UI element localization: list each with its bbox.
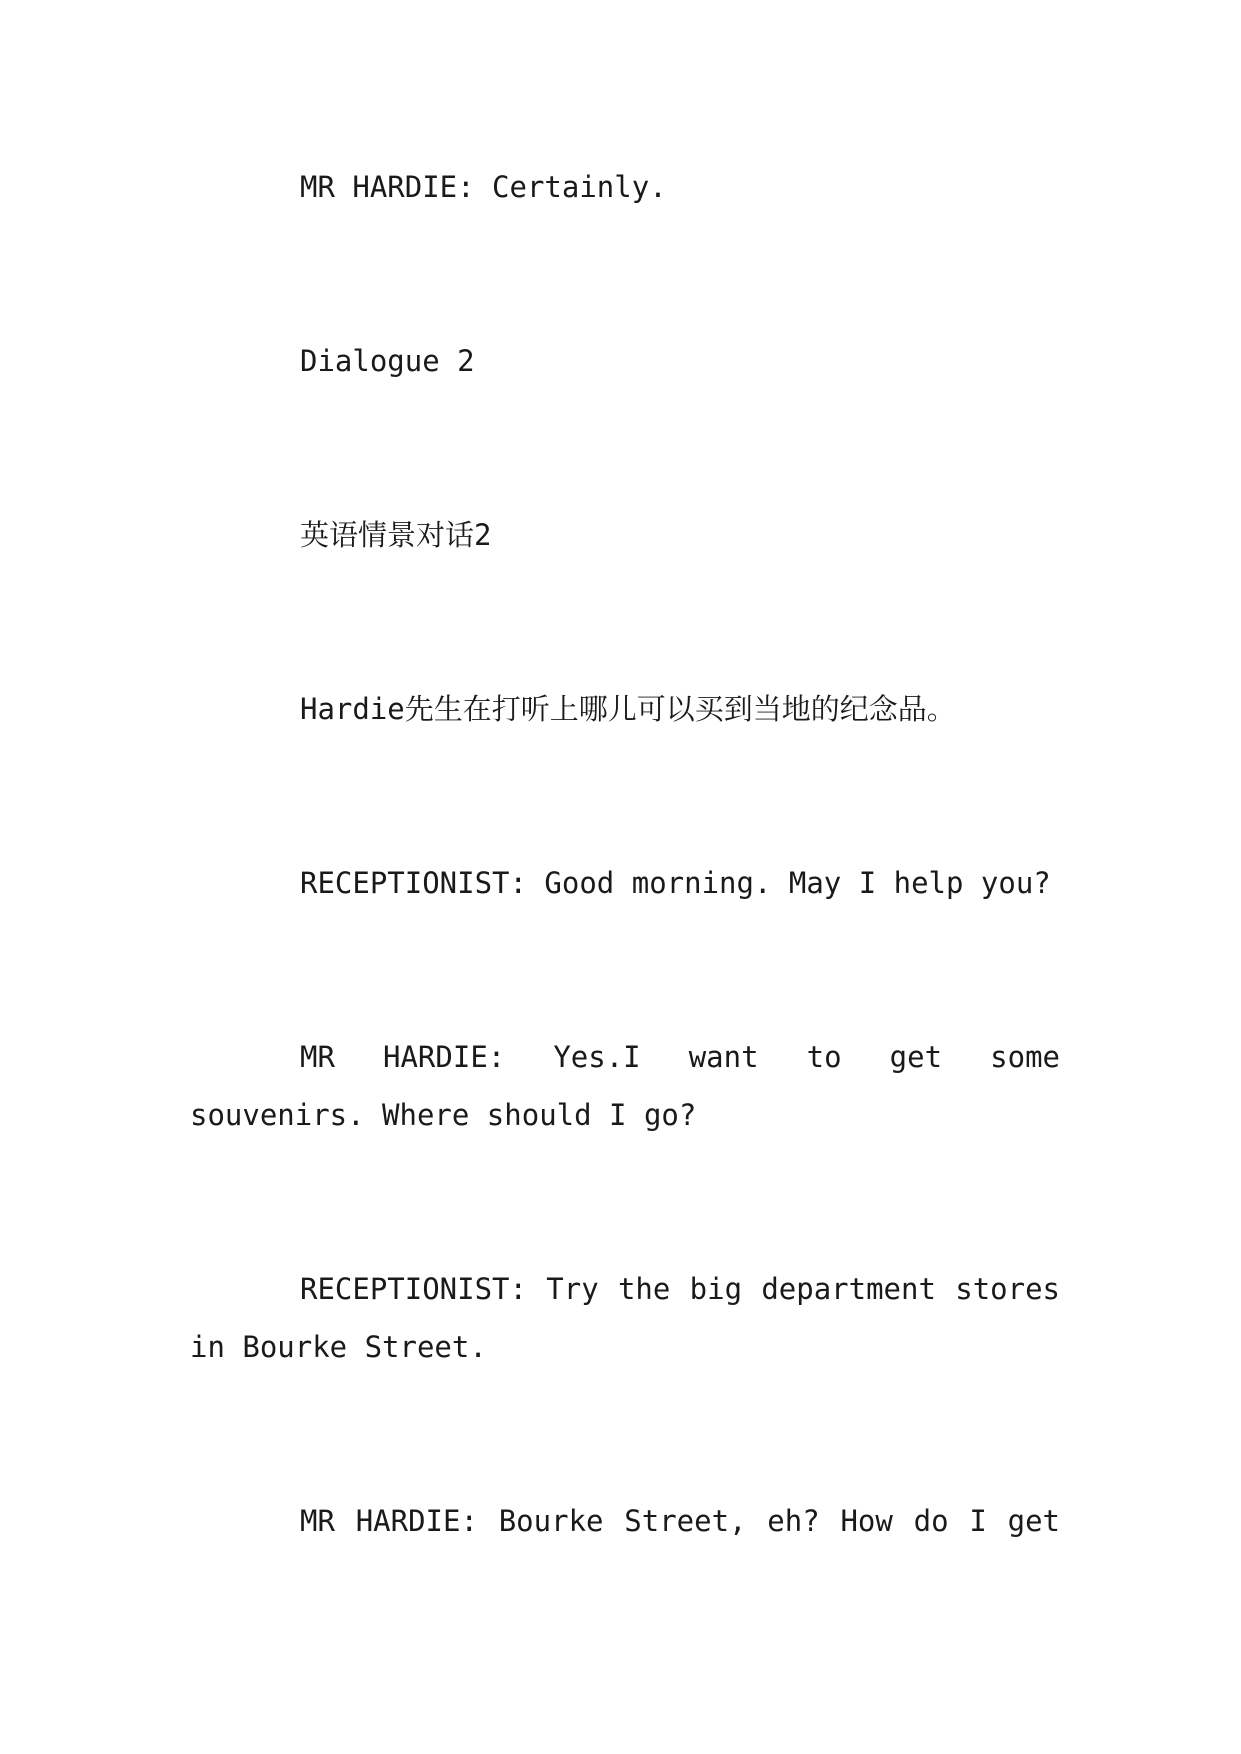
dialogue-line-receptionist-stores: RECEPTIONIST: Try the big department stores in Bourke Street. [190, 1272, 1060, 1364]
dialogue-line-receptionist-greeting: RECEPTIONIST: Good morning. May I help you? [300, 866, 1051, 900]
dialogue-line-mr-hardie-souvenirs: MR HARDIE: Yes.I want to get some souvenirs. Where should I go? [190, 1040, 1060, 1132]
dialogue-line-mr-hardie-certainly: MR HARDIE: Certainly. [300, 170, 667, 204]
section-heading-chinese: 英语情景对话2 [300, 518, 492, 552]
dialogue-line-mr-hardie-bourke-street: MR HARDIE: Bourke Street, eh? How do I get [300, 1504, 1060, 1538]
scene-description: Hardie先生在打听上哪儿可以买到当地的纪念品。 [300, 692, 956, 726]
section-heading-dialogue-2: Dialogue 2 [300, 344, 475, 378]
